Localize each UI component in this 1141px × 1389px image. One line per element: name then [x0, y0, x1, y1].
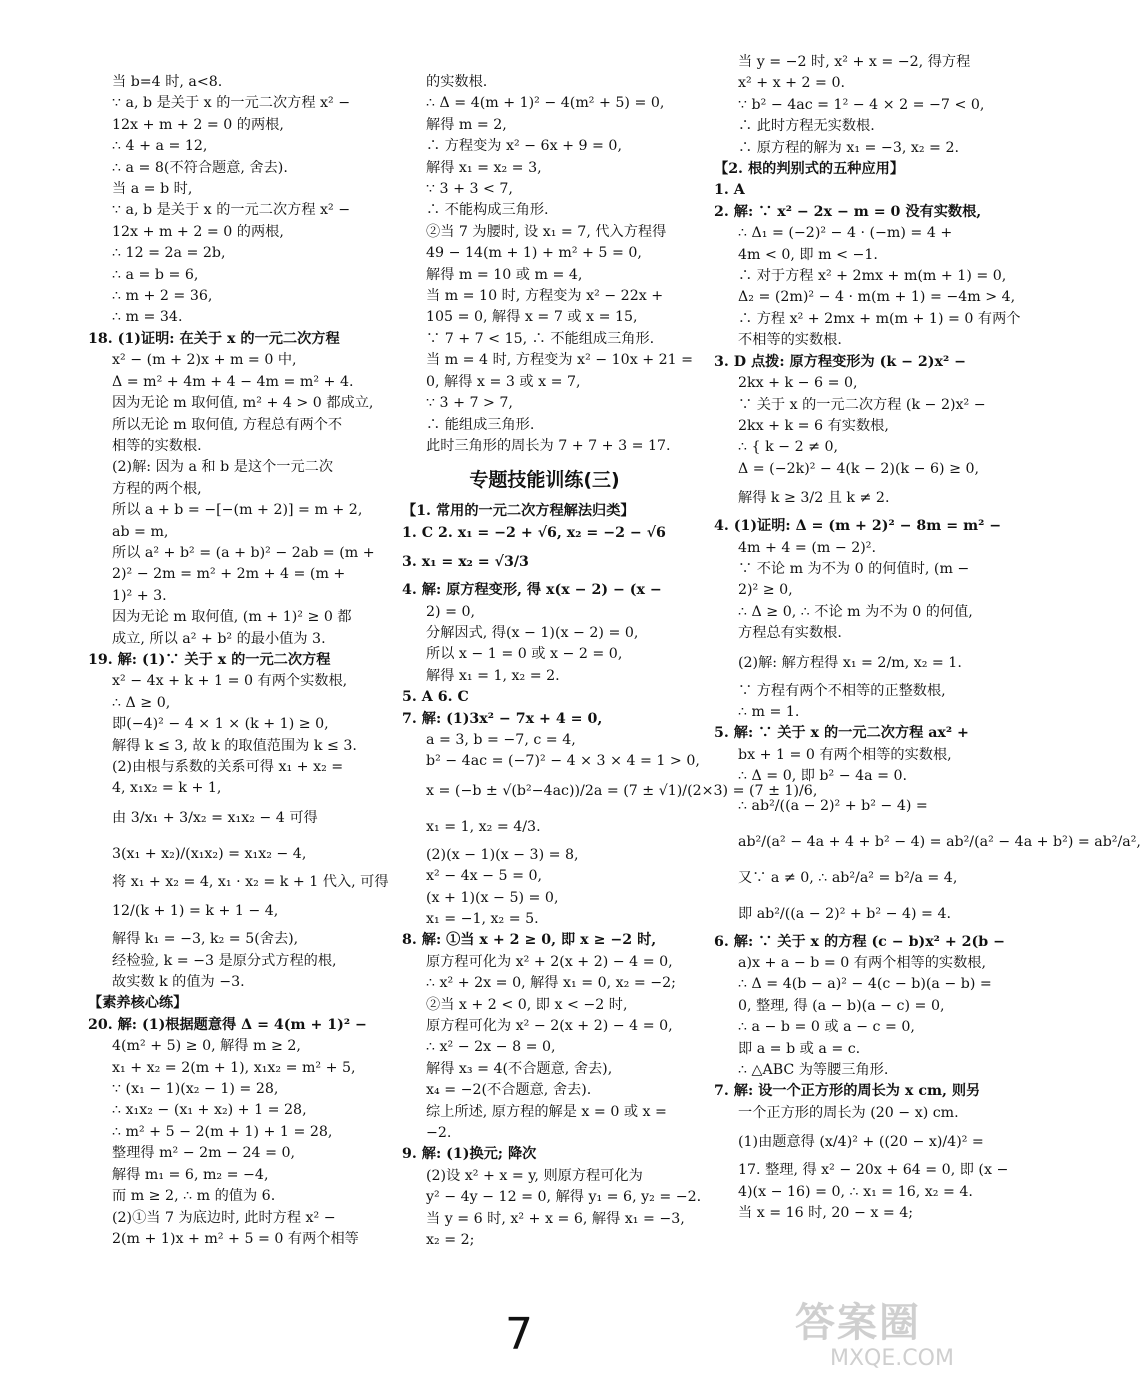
answer-line: 当 m = 10 时, 方程变为 x² − 22x + — [426, 288, 664, 305]
answer-line: 2kx + k − 6 = 0, — [738, 375, 858, 392]
answer-line: 解得 m₁ = 6, m₂ = −4, — [112, 1166, 269, 1183]
answer-line: x² − 4x + k + 1 = 0 有两个实数根, — [112, 673, 348, 690]
answer-line: x² − 4x − 5 = 0, — [426, 868, 543, 885]
answer-line: 7. 解: (1)3x² − 7x + 4 = 0, — [402, 710, 603, 727]
answer-line: 4m + 4 = (m − 2)². — [738, 539, 876, 556]
page-number: 7 — [505, 1309, 533, 1360]
answer-line: 当 a = b 时, — [112, 181, 193, 198]
answer-line: ∴ x² + 2x = 0, 解得 x₁ = 0, x₂ = −2; — [426, 975, 676, 992]
answer-line: (x + 1)(x − 5) = 0, — [426, 889, 559, 906]
answer-line: 2kx + k = 6 有实数根, — [738, 417, 889, 434]
answer-line: ∴ m² + 5 − 2(m + 1) + 1 = 28, — [112, 1123, 333, 1140]
answer-line: x₁ = −1, x₂ = 5. — [426, 911, 539, 927]
answer-line: 2(m + 1)x + m² + 5 = 0 有两个相等 — [112, 1230, 359, 1247]
answer-line: 原方程可化为 x² + 2(x + 2) − 4 = 0, — [426, 953, 673, 970]
answer-line: ∵ 方程有两个不相等的正整数根, — [738, 682, 946, 699]
answer-line: 整理得 m² − 2m − 24 = 0, — [112, 1145, 296, 1162]
answer-line: ②当 7 为腰时, 设 x₁ = 7, 代入方程得 — [426, 223, 667, 240]
answer-line: 6. 解: ∵ 关于 x 的方程 (c − b)x² + 2(b − — [714, 933, 1005, 950]
answer-line: 即 ab²/((a − 2)² + b² − 4) = 4. — [738, 905, 951, 922]
answer-line: 一个正方形的周长为 (20 − x) cm. — [738, 1104, 959, 1121]
answer-line: 分解因式, 得(x − 1)(x − 2) = 0, — [426, 624, 639, 641]
answer-line: ∴ a = b = 6, — [112, 266, 199, 283]
answer-line: ∴ 12 = 2a = 2b, — [112, 245, 226, 262]
answer-line: 综上所述, 原方程的解是 x = 0 或 x = — [426, 1103, 667, 1120]
answer-line: 而 m ≥ 2, ∴ m 的值为 6. — [112, 1188, 276, 1205]
answer-line: x₁ = 1, x₂ = 4/3. — [426, 818, 541, 835]
column-middle-top — [402, 72, 694, 457]
answer-line: 所以 a + b = −[−(m + 2)] = m + 2, — [112, 502, 363, 519]
answer-line: ab = m, — [112, 523, 169, 540]
answer-line: 当 b=4 时, a<8. — [112, 74, 223, 90]
answer-line: 将 x₁ + x₂ = 4, x₁ · x₂ = k + 1 代入, 可得 — [112, 873, 389, 890]
answer-line: 成立, 所以 a² + b² 的最小值为 3. — [112, 630, 326, 647]
answer-line: ∵ a, b 是关于 x 的一元二次方程 x² − — [112, 95, 351, 112]
answer-line: 12/(k + 1) = k + 1 − 4, — [112, 903, 279, 920]
answer-line: 105 = 0, 解得 x = 7 或 x = 15, — [426, 309, 638, 326]
answer-line: 解得 m = 2, — [426, 116, 507, 133]
answer-line: ∵ 3 + 7 > 7, — [426, 395, 513, 412]
answer-line: 当 y = −2 时, x² + x = −2, 得方程 — [738, 54, 971, 70]
answer-line: ∴ ab²/((a − 2)² + b² − 4) = — [738, 797, 928, 814]
answer-line: (2)解: 解方程得 x₁ = 2/m, x₂ = 1. — [738, 654, 962, 671]
answer-line: (2)(x − 1)(x − 3) = 8, — [426, 846, 579, 863]
answer-line: ∴ Δ₁ = (−2)² − 4 · (−m) = 4 + — [738, 225, 953, 242]
column-right — [714, 52, 1141, 1224]
answer-line: (2)由根与系数的关系可得 x₁ + x₂ = — [112, 759, 344, 775]
answer-line: 18. (1)证明: 在关于 x 的一元二次方程 — [88, 330, 340, 347]
answer-line: 4. (1)证明: Δ = (m + 2)² − 8m = m² − — [714, 518, 1002, 535]
answer-line: (2)①当 7 为底边时, 此时方程 x² − — [112, 1209, 336, 1226]
answer-line: 4(m² + 5) ≥ 0, 解得 m ≥ 2, — [112, 1038, 301, 1055]
answer-line: ∴ Δ = 4(b − a)² − 4(c − b)(a − b) = — [738, 976, 992, 993]
answer-line: ∴ Δ = 4(m + 1)² − 4(m² + 5) = 0, — [426, 95, 665, 112]
answer-line: 方程的两个根, — [112, 480, 202, 497]
answer-line: 17. 整理, 得 x² − 20x + 64 = 0, 即 (x − — [738, 1162, 1009, 1179]
answer-line: 4m < 0, 即 m < −1. — [738, 246, 878, 263]
answer-line: 即(−4)² − 4 × 1 × (k + 1) ≥ 0, — [112, 716, 329, 733]
answer-line: a = 3, b = −7, c = 4, — [426, 731, 576, 748]
answer-line: 原方程可化为 x² − 2(x + 2) − 4 = 0, — [426, 1018, 673, 1035]
answer-line: ∵ a, b 是关于 x 的一元二次方程 x² − — [112, 202, 351, 219]
answer-line: ab²/(a² − 4a + 4 + b² − 4) = ab²/(a² − 4a + b²) = ab²/a², — [738, 833, 1141, 850]
answer-line: x² + x + 2 = 0. — [738, 75, 845, 92]
answer-line: 又∵ a ≠ 0, ∴ ab²/a² = b²/a = 4, — [738, 869, 958, 886]
answer-line: 1)² + 3. — [112, 587, 167, 604]
answer-line: 20. 解: (1)根据题意得 Δ = 4(m + 1)² − — [88, 1016, 367, 1033]
answer-line: 不相等的实数根. — [738, 332, 842, 349]
answer-line: ∴ Δ ≥ 0, ∴ 不论 m 为不为 0 的何值, — [738, 603, 973, 620]
answer-line: ∵ 3 + 3 < 7, — [426, 181, 513, 198]
answer-line: 9. 解: (1)换元; 降次 — [402, 1146, 537, 1163]
answer-line: 所以 x − 1 = 0 或 x − 2 = 0, — [426, 646, 623, 663]
answer-line: ∴ m = 1. — [738, 703, 800, 720]
answer-line: ∴ x² − 2x − 8 = 0, — [426, 1039, 556, 1056]
answer-line: b² − 4ac = (−7)² − 4 × 3 × 4 = 1 > 0, — [426, 753, 700, 770]
answer-line: ∴ 方程变为 x² − 6x + 9 = 0, — [426, 138, 622, 155]
answer-line: 因为无论 m 取何值, m² + 4 > 0 都成立, — [112, 395, 374, 412]
answer-line: 49 − 14(m + 1) + m² + 5 = 0, — [426, 245, 642, 262]
watermark-logo — [795, 1300, 995, 1385]
answer-line: ∴ Δ = 0, 即 b² − 4a = 0. — [738, 768, 908, 785]
answer-line: 即 a = b 或 a = c. — [738, 1040, 861, 1057]
answer-line: 【素养核心练】 — [88, 995, 188, 1012]
answer-line: 解得 k ≤ 3, 故 k 的取值范围为 k ≤ 3. — [112, 737, 357, 754]
answer-line: 解得 x₃ = 4(不合题意, 舍去), — [426, 1060, 613, 1077]
answer-line: ∵ 关于 x 的一元二次方程 (k − 2)x² − — [738, 396, 986, 413]
answer-line: −2. — [426, 1125, 452, 1142]
answer-line: ∴ { k − 2 ≠ 0, — [738, 439, 839, 456]
answer-line: 故实数 k 的值为 −3. — [112, 974, 245, 991]
answer-line: a)x + a − b = 0 有两个相等的实数根, — [738, 955, 986, 971]
answer-line: ∴ Δ ≥ 0, — [112, 694, 171, 711]
answer-line: ∵ 7 + 7 < 15, ∴ 不能组成三角形. — [426, 330, 655, 347]
answer-line: 1. C 2. x₁ = −2 + √6, x₂ = −2 − √6 — [402, 524, 666, 541]
answer-line: 12x + m + 2 = 0 的两根, — [112, 223, 284, 240]
answer-line: x₄ = −2(不合题意, 舍去). — [426, 1082, 592, 1099]
answer-line: Δ₂ = (2m)² − 4 · m(m + 1) = −4m > 4, — [738, 289, 1016, 306]
answer-line: ∴ △ABC 为等腰三角形. — [738, 1062, 889, 1079]
answer-line: 解得 k ≥ 3/2 且 k ≠ 2. — [738, 490, 890, 507]
answer-line: 2)² ≥ 0, — [738, 582, 793, 599]
answer-line: 2. 解: ∵ x² − 2x − m = 0 没有实数根, — [714, 203, 982, 220]
answer-line: 0, 整理, 得 (a − b)(a − c) = 0, — [738, 997, 945, 1014]
answer-line: 当 m = 4 时, 方程变为 x² − 10x + 21 = — [426, 352, 694, 369]
answer-line: 方程总有实数根. — [738, 625, 842, 642]
answer-line: ∴ x₁x₂ − (x₁ + x₂) + 1 = 28, — [112, 1102, 307, 1119]
answer-line: 3. D 点拨: 原方程变形为 (k − 2)x² − — [714, 353, 967, 370]
answer-line: 19. 解: (1)∵ 关于 x 的一元二次方程 — [88, 651, 331, 668]
answer-line: 相等的实数根. — [112, 437, 202, 454]
answer-line: 【2. 根的判别式的五种应用】 — [714, 161, 905, 178]
answer-line: 7. 解: 设一个正方形的周长为 x cm, 则另 — [714, 1083, 981, 1100]
watermark-url: MXQE.COM — [830, 1346, 954, 1371]
answer-line: x₁ + x₂ = 2(m + 1), x₁x₂ = m² + 5, — [112, 1059, 356, 1076]
answer-line: (2)设 x² + x = y, 则原方程可化为 — [426, 1167, 643, 1184]
answer-line: 0, 解得 x = 3 或 x = 7, — [426, 373, 581, 390]
answer-line: ∴ m + 2 = 36, — [112, 288, 213, 305]
answer-line: ∴ 方程 x² + 2mx + m(m + 1) = 0 有两个 — [738, 310, 1021, 327]
answer-line: ∴ 对于方程 x² + 2mx + m(m + 1) = 0, — [738, 268, 1007, 285]
answer-line: 此时三角形的周长为 7 + 7 + 3 = 17. — [426, 437, 671, 454]
answer-line: ∵ 不论 m 为不为 0 的何值时, (m − — [738, 560, 970, 577]
answer-line: 5. 解: ∵ 关于 x 的一元二次方程 ax² + — [714, 725, 969, 742]
answer-line: 2)² − 2m = m² + 2m + 4 = (m + — [112, 566, 346, 583]
answer-line: ∴ 原方程的解为 x₁ = −3, x₂ = 2. — [738, 139, 959, 156]
answer-line: 当 x = 16 时, 20 − x = 4; — [738, 1205, 914, 1222]
answer-line: 所以无论 m 取何值, 方程总有两个不 — [112, 416, 343, 433]
answer-line: 12x + m + 2 = 0 的两根, — [112, 116, 284, 133]
answer-line: 解得 x₁ = 1, x₂ = 2. — [426, 667, 560, 684]
answer-line: 解得 k₁ = −3, k₂ = 5(舍去), — [112, 931, 299, 948]
answer-line: 由 3/x₁ + 3/x₂ = x₁x₂ − 4 可得 — [112, 809, 318, 826]
answer-line: 【1. 常用的一元二次方程解法归类】 — [402, 503, 635, 520]
watermark-text: 答案圈 — [795, 1300, 921, 1346]
answer-line: Δ = m² + 4m + 4 − 4m = m² + 4. — [112, 373, 354, 390]
answer-line: ∴ 4 + a = 12, — [112, 138, 208, 155]
answer-line: 4. 解: 原方程变形, 得 x(x − 2) − (x − — [402, 582, 662, 599]
answer-line: x² − (m + 2)x + m = 0 中, — [112, 352, 297, 369]
answer-line: ∵ (x₁ − 1)(x₂ − 1) = 28, — [112, 1081, 279, 1098]
answer-line: 5. A 6. C — [402, 689, 469, 706]
answer-line: 所以 a² + b² = (a + b)² − 2ab = (m + — [112, 544, 375, 561]
answer-line: 8. 解: ①当 x + 2 ≥ 0, 即 x ≥ −2 时, — [402, 932, 657, 949]
answer-line: ∴ 能组成三角形. — [426, 416, 535, 433]
answer-line: Δ = (−2k)² − 4(k − 2)(k − 6) ≥ 0, — [738, 460, 980, 477]
answer-line: (2)解: 因为 a 和 b 是这个一元二次 — [112, 459, 334, 476]
answer-line: bx + 1 = 0 有两个相等的实数根, — [738, 746, 952, 763]
answer-line: 解得 x₁ = x₂ = 3, — [426, 159, 542, 176]
answer-line: 当 y = 6 时, x² + x = 6, 解得 x₁ = −3, — [426, 1210, 685, 1227]
answer-line: ∴ 不能构成三角形. — [426, 202, 549, 219]
answer-line: 解得 m = 10 或 m = 4, — [426, 266, 583, 283]
answer-line: ∴ 此时方程无实数根. — [738, 118, 875, 135]
answer-line: 4)(x − 16) = 0, ∴ x₁ = 16, x₂ = 4. — [738, 1183, 973, 1200]
answer-line: ∴ a − b = 0 或 a − c = 0, — [738, 1019, 915, 1036]
answer-line: x₂ = 2; — [426, 1232, 475, 1249]
answer-line: x = (−b ± √(b²−4ac))/2a = (7 ± √1)/(2×3) = (7 ± 1)/6, — [426, 782, 818, 799]
answer-line: 3. x₁ = x₂ = √3/3 — [402, 554, 529, 571]
answer-line: ∵ b² − 4ac = 1² − 4 × 2 = −7 < 0, — [738, 96, 985, 113]
answer-line: ②当 x + 2 < 0, 即 x < −2 时, — [426, 996, 628, 1013]
answer-line: 1. A — [714, 182, 745, 199]
answer-line: 3(x₁ + x₂)/(x₁x₂) = x₁x₂ − 4, — [112, 845, 307, 862]
answer-line: 2) = 0, — [426, 603, 476, 620]
answer-line: ∴ m = 34. — [112, 309, 183, 326]
answer-line: 的实数根. — [426, 74, 488, 90]
column-left — [88, 72, 389, 1250]
answer-line: 经检验, k = −3 是原分式方程的根, — [112, 952, 337, 969]
answer-line: 因为无论 m 取何值, (m + 1)² ≥ 0 都 — [112, 609, 352, 626]
answer-line: 4, x₁x₂ = k + 1, — [112, 780, 222, 797]
answer-line: (1)由题意得 (x/4)² + ((20 − x)/4)² = — [738, 1134, 984, 1151]
section-title: 专题技能训练(三) — [469, 469, 620, 492]
answer-line: ∴ a = 8(不符合题意, 舍去). — [112, 159, 288, 176]
answer-line: y² − 4y − 12 = 0, 解得 y₁ = 6, y₂ = −2. — [426, 1189, 702, 1206]
